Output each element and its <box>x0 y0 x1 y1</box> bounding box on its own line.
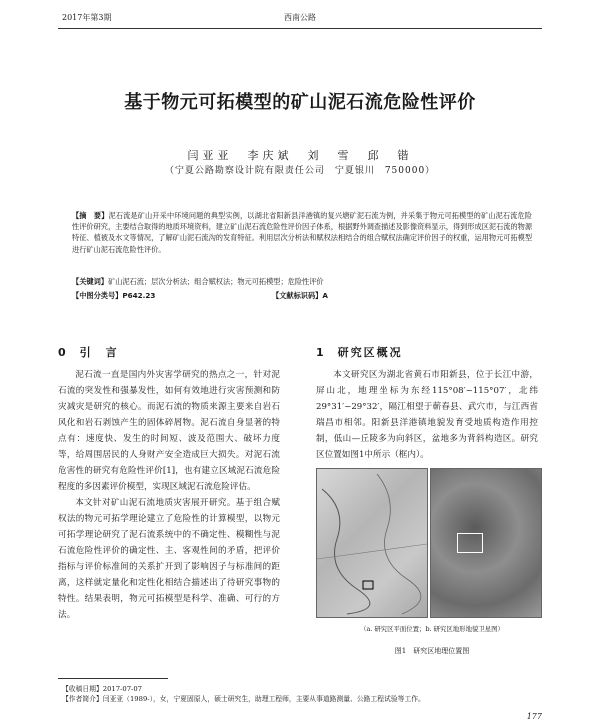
section-title: 研究区概况 <box>337 346 403 359</box>
location-map-image <box>316 468 428 618</box>
received-date: 【收稿日期】2017-07-07 <box>62 685 142 693</box>
study-area-box <box>363 581 373 589</box>
paragraph: 本文研究区为湖北省黄石市阳新县，位于长江中游，屏山北，地理坐标为东经115°08′~115°07′，北纬29°31′~29°32′，隔江相望于蕲春县、武穴市，与江西省瑞昌市相邻。阳新县洋港镇地貌发育受地质构造作用控制，低山—丘陵多为向斜区，盆地多为背斜构造区。研究区位置如图1中所示（框内）。 <box>316 370 538 460</box>
document-code: 【文献标识码】A <box>272 291 328 300</box>
classification <box>72 290 532 301</box>
keywords <box>72 276 532 287</box>
map-lines <box>317 469 427 617</box>
affiliation: （宁夏公路勘察设计院有限责任公司 宁夏银川 750000） <box>164 166 436 176</box>
section-heading <box>58 345 280 361</box>
author-bio: 【作者简介】闫亚亚（1989-），女，宁夏固原人，硕士研究生，助理工程师，主要从事道路测量、公路工程试验等工作。 <box>62 695 425 703</box>
page-number: 177 <box>526 712 542 721</box>
footnote-rule <box>58 678 168 679</box>
column-right <box>316 345 538 463</box>
figure-subcaption: （a. 研究区平面位置；b. 研究区地形地貌卫星图） <box>360 625 504 633</box>
figure-1 <box>316 468 542 616</box>
abstract-label: 【摘 要】 <box>72 211 109 220</box>
section-number: 1 <box>316 346 326 359</box>
section-heading <box>316 345 538 361</box>
running-header <box>62 12 538 26</box>
satellite-image <box>430 468 542 618</box>
issue-label: 2017年第3期 <box>62 13 112 22</box>
paper-title: 基于物元可拓模型的矿山泥石流危险性评价 <box>124 92 476 113</box>
paragraph: 泥石流一直是国内外灾害学研究的热点之一，针对泥石流的突发性和强暴发性，如何有效地进行灾害预测和防灾减灾是研究的核心。而泥石流的物质来源主要来自岩石风化和岩石剥蚀产生的固体碎屑物。泥石流自身显著的特点有：速度快、发生的时间短、波及范围大、破坏力度等，给周围居民的人身财产安全造成巨大损失。对泥石流危害性的研究有危险性评价[1]，也有建立区域泥石流危险程度的多因素评价模型，实现区域泥石流危险评估。 <box>58 370 280 492</box>
figure-caption: 图1 研究区地理位置图 <box>394 647 470 655</box>
section-title: 引 言 <box>79 346 119 359</box>
study-area-box <box>457 533 483 553</box>
section-number: 0 <box>58 346 68 359</box>
abstract <box>72 210 532 255</box>
header-rule <box>58 28 542 29</box>
journal-name: 西南公路 <box>284 13 316 22</box>
keywords-text: 矿山泥石流；层次分析法；组合赋权法；物元可拓模型；危险性评价 <box>107 277 324 286</box>
paragraph: 本文针对矿山泥石流地质灾害展开研究。基于组合赋权法的物元可拓学理论建立了危险性的计算模型，以物元可拓学理论研究了泥石流系统中的不确定性、模糊性与泥石流危险性评价的确定性、主、客观性间的矛盾，把评价指标与评价标准间的关系扩开到了影响因子与标准间的距离，这样就定量化和定性化相结合描述出了待研究事物的特性。结果表明，物元可拓模型是科学、准确、可行的方法。 <box>58 498 280 620</box>
abstract-text: 泥石流是矿山开采中环境问题的典型实例，以湖北省阳新县洋港镇的复兴塘矿泥石流为例，并采集于物元可拓模型的矿山泥石流危险性评价研究，主要结合取得的地质环境资料，建立矿山泥石流危险性评价因子体系，根据野外调查描述及影像资料显示，得到形成区泥石流的物源特征、植被及水文等情况，了解矿山泥石流沟的发育特征。利用层次分析法和赋权法相结合的组合赋权法确定评价因子的权重，运用物元可拓模型进行矿山泥石流危险性评价。 <box>72 211 533 254</box>
clc-number: 【中图分类号】P642.23 <box>72 291 156 300</box>
author-list: 闫亚亚 李庆斌 刘 雪 邱 锴 <box>187 149 413 162</box>
column-left <box>58 345 280 623</box>
keywords-label: 【关键词】 <box>72 277 108 286</box>
footnotes <box>62 684 542 704</box>
